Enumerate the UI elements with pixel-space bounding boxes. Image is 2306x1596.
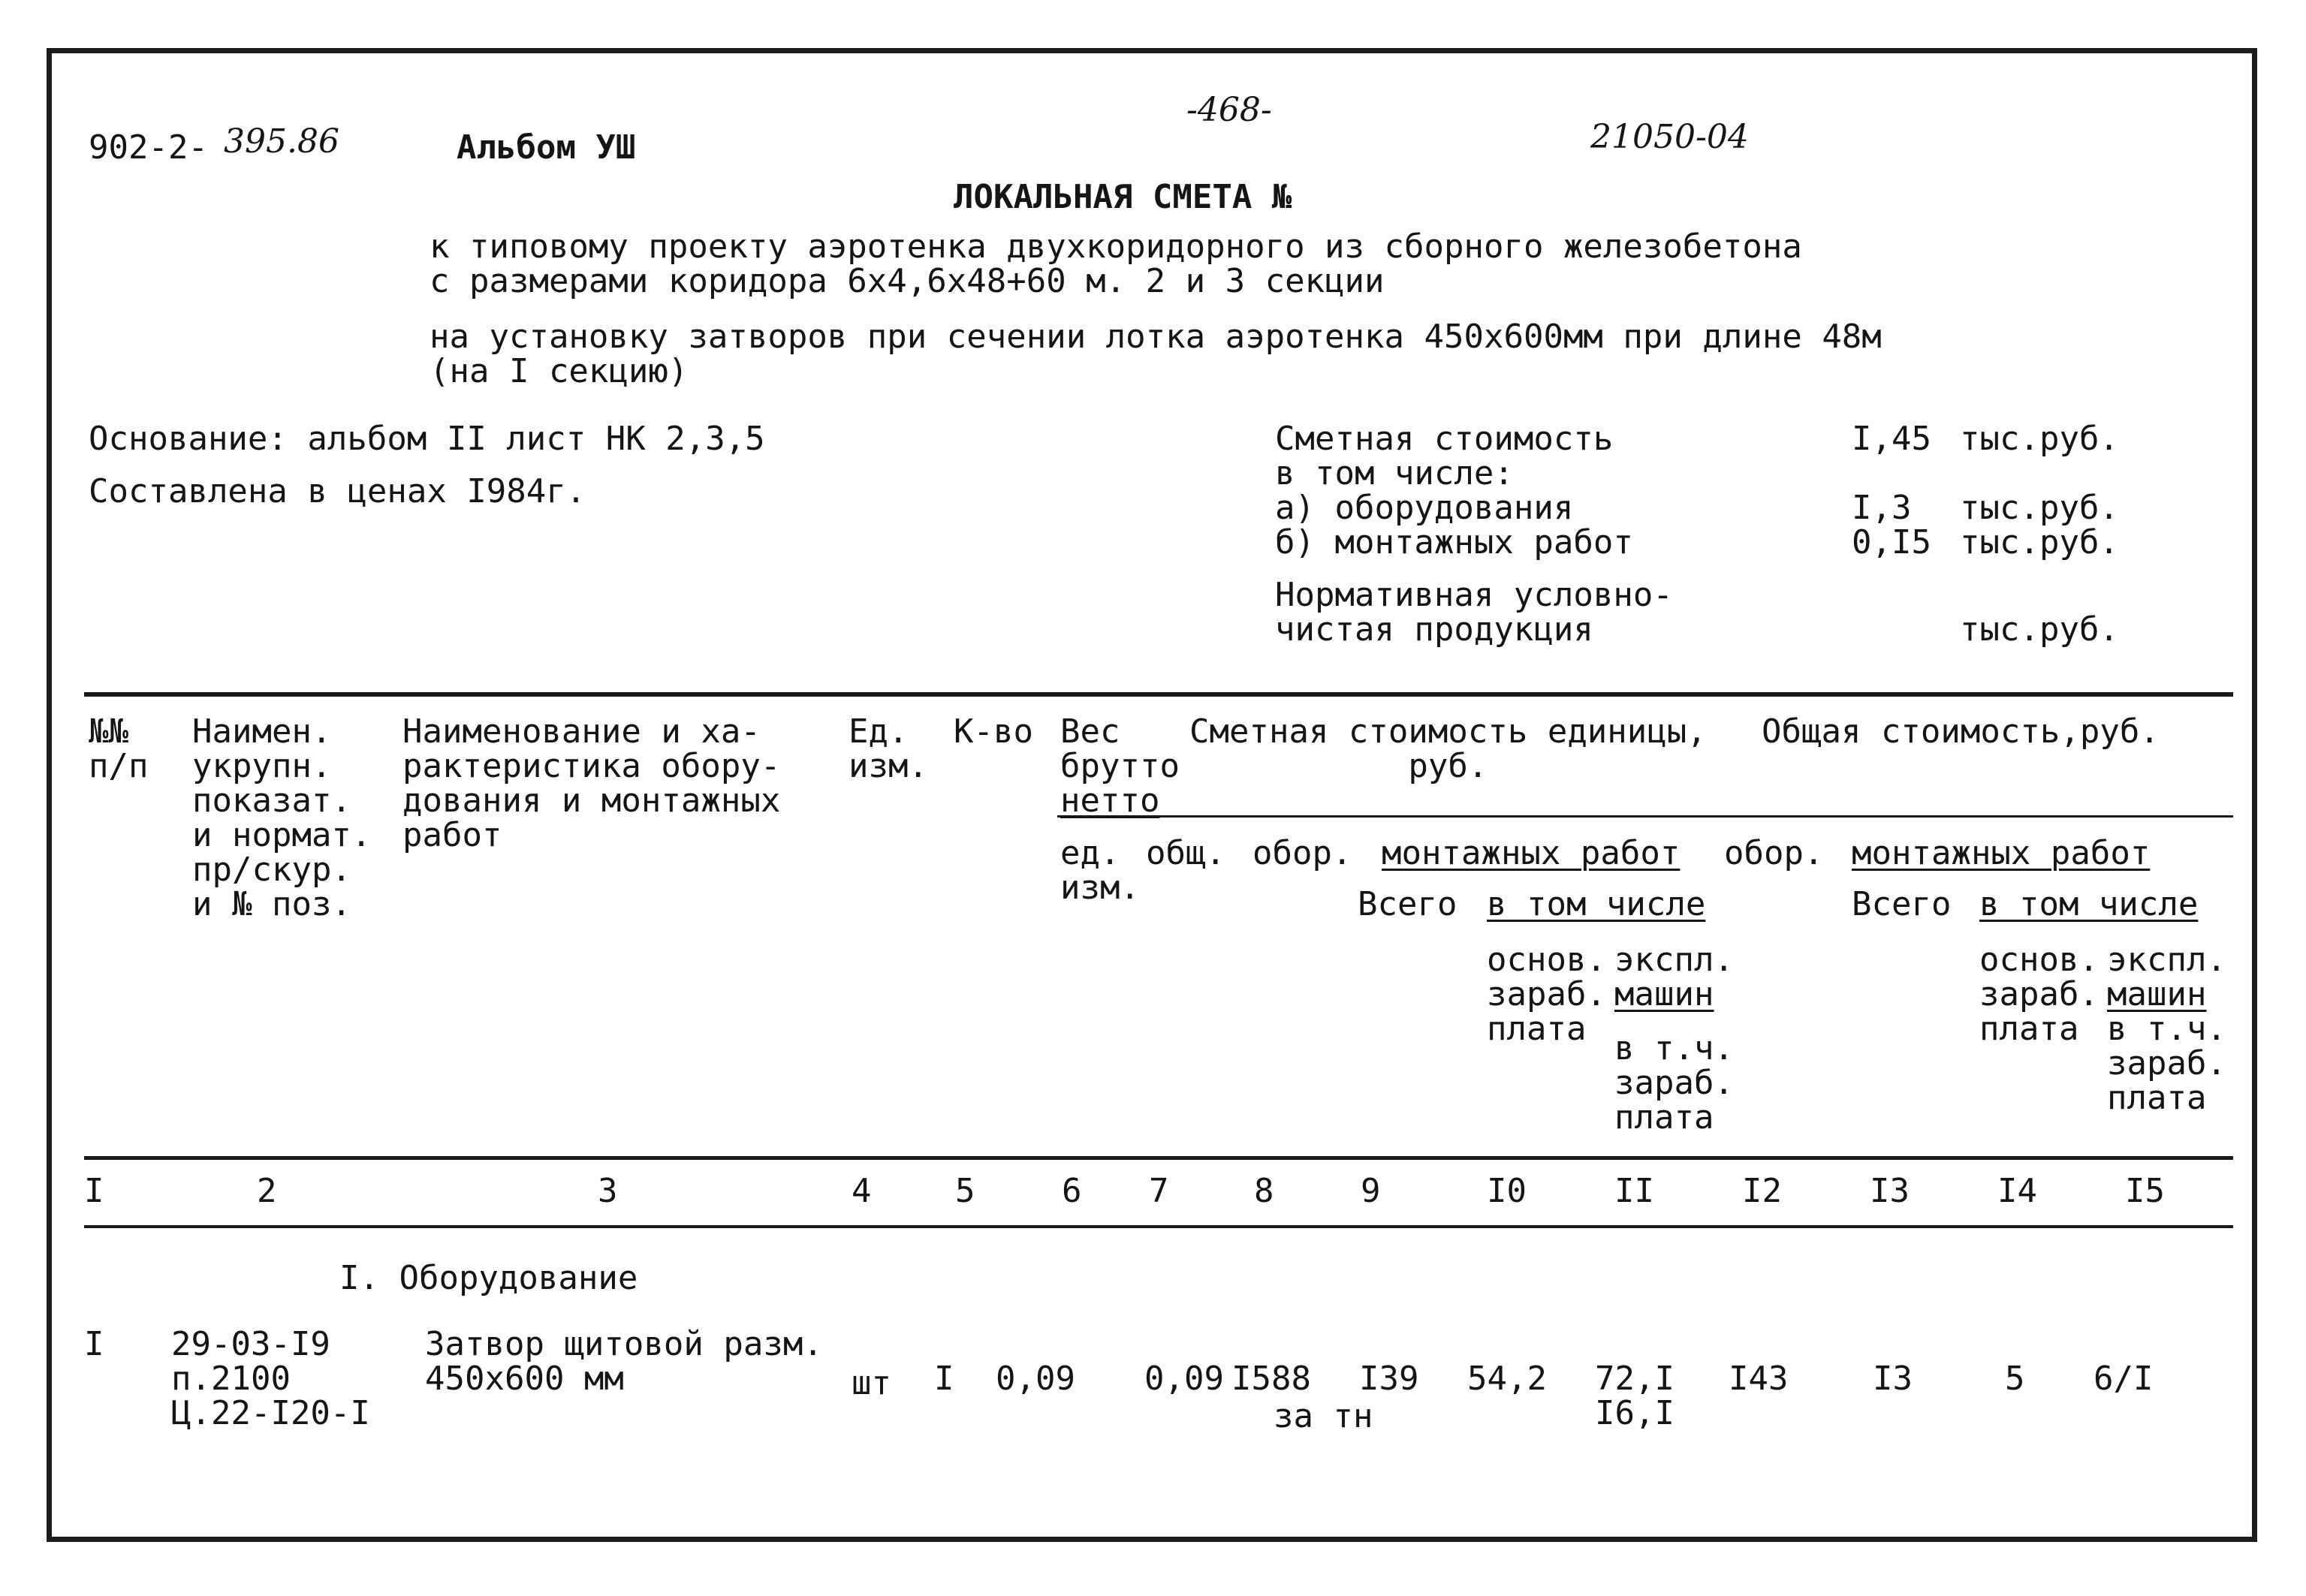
- column-number: 6: [1062, 1172, 1082, 1210]
- col-header-obor2: обор.: [1724, 834, 1824, 872]
- row-machine-pay: I6,I: [1595, 1394, 1674, 1432]
- including-label: в том числе:: [1275, 454, 1514, 492]
- column-number: 7: [1149, 1172, 1169, 1210]
- row-weight-total: 0,09: [1144, 1360, 1224, 1398]
- col-header-weight-netto: нетто: [1060, 781, 1160, 820]
- col-header-osnov: основ. зараб. плата: [1487, 941, 1606, 1048]
- column-number: 9: [1361, 1172, 1381, 1210]
- table-top-rule: [84, 692, 2233, 697]
- row-total-machine: 6/I: [2093, 1360, 2154, 1398]
- row-equipment-note: за тн: [1274, 1397, 1373, 1435]
- row-qty: I: [934, 1360, 954, 1398]
- page-number: -468-: [1186, 91, 1272, 129]
- col-header-vtomchisle: в том числе: [1487, 885, 1706, 923]
- section-title: I. Оборудование: [339, 1259, 638, 1297]
- column-numbers-rule: [84, 1225, 2233, 1228]
- row-name: Затвор щитовой разм. 450x600 мм: [425, 1325, 823, 1398]
- row-base-pay: 54,2: [1467, 1360, 1547, 1398]
- total-cost-value: I,45: [1852, 420, 1931, 458]
- equipment-label: а) оборудования: [1275, 489, 1574, 527]
- col-header-vtomchisle2: в том числе: [1979, 885, 2199, 923]
- row-equipment-cost: I588: [1231, 1360, 1311, 1398]
- col-header-qty: К-во: [954, 712, 1033, 751]
- basis-line1: Основание: альбом II лист НК 2,3,5: [89, 420, 765, 458]
- subtitle-line4: (на I секцию): [430, 352, 689, 390]
- total-cost-label: Сметная стоимость: [1275, 420, 1614, 458]
- header-bottom-rule: [84, 1156, 2233, 1160]
- normative-unit: тыс.руб.: [1960, 610, 2119, 649]
- col-header-ed-izm: ед. изм.: [1060, 834, 1140, 907]
- column-number: I3: [1870, 1172, 1910, 1210]
- sheet-code: 21050-04: [1590, 118, 1749, 156]
- row-number: I: [84, 1325, 104, 1363]
- col-header-obsch: общ.: [1146, 834, 1225, 872]
- subtitle-line2: с размерами коридора 6x4,6x48+60 м. 2 и 3 секции: [430, 262, 1385, 300]
- row-total-mount: I3: [1873, 1360, 1913, 1398]
- doc-code-handwritten: 395.86: [224, 122, 339, 161]
- col-header-number: №№ п/п: [89, 712, 149, 785]
- album-label: Альбом УШ: [457, 128, 636, 167]
- header-subrule-weight: [1057, 815, 2233, 818]
- row-total-base: 5: [2005, 1360, 2025, 1398]
- col-header-vsego: Всего: [1358, 885, 1457, 923]
- equipment-unit: тыс.руб.: [1960, 489, 2119, 527]
- column-number: I5: [2125, 1172, 2165, 1210]
- col-header-total-cost: Общая стоимость,руб.: [1762, 712, 2160, 751]
- column-number: I2: [1742, 1172, 1782, 1210]
- total-cost-unit: тыс.руб.: [1960, 420, 2119, 458]
- col-header-unit: Ед. изм.: [849, 712, 928, 785]
- col-header-vtch: в т.ч. зараб. плата: [1614, 1029, 1734, 1137]
- row-mount-total: I39: [1359, 1360, 1419, 1398]
- subtitle-line3: на установку затворов при сечении лотка аэротенка 450x600мм при длине 48м: [430, 318, 1882, 356]
- normative-label1: Нормативная условно-: [1275, 576, 1673, 614]
- column-number: 3: [598, 1172, 618, 1210]
- mounting-value: 0,I5: [1852, 523, 1931, 562]
- col-header-unit-cost: Сметная стоимость единицы, руб.: [1189, 712, 1707, 785]
- col-header-mashin2: машин: [2107, 975, 2207, 1013]
- column-number: 4: [852, 1172, 872, 1210]
- col-header-vsego2: Всего: [1852, 885, 1952, 923]
- row-machine: 72,I: [1595, 1360, 1674, 1398]
- row-total-equipment: I43: [1729, 1360, 1789, 1398]
- col-header-weight: Вес брутто: [1060, 712, 1180, 785]
- column-number: I4: [1997, 1172, 2037, 1210]
- column-number: I: [84, 1172, 104, 1210]
- mounting-label: б) монтажных работ: [1275, 523, 1633, 562]
- basis-line2: Составлена в ценах I984г.: [89, 472, 586, 510]
- col-header-osnov2: основ. зараб. плата: [1979, 941, 2099, 1048]
- column-number: 8: [1254, 1172, 1274, 1210]
- col-header-mont2: монтажных работ: [1852, 834, 2151, 872]
- row-unit: шт: [852, 1364, 891, 1402]
- subtitle-line1: к типовому проекту аэротенка двухкоридорного из сборного железобетона: [430, 227, 1802, 266]
- column-number: 5: [955, 1172, 975, 1210]
- column-number: I0: [1487, 1172, 1527, 1210]
- column-number: 2: [257, 1172, 277, 1210]
- doc-code-prefix: 902-2-: [89, 128, 208, 167]
- column-number: II: [1614, 1172, 1654, 1210]
- col-header-ekspl2: экспл.: [2107, 941, 2226, 979]
- row-weight-unit: 0,09: [996, 1360, 1075, 1398]
- document-title: ЛОКАЛЬНАЯ СМЕТА №: [954, 178, 1292, 216]
- equipment-value: I,3: [1852, 489, 1912, 527]
- col-header-name: Наименование и ха- рактеристика обору- дования и монтажных работ: [402, 712, 781, 854]
- normative-label2: чистая продукция: [1275, 610, 1593, 649]
- col-header-code: Наимен. укрупн. показат. и нормат. пр/скур. и № поз.: [192, 712, 372, 923]
- col-header-obor: обор.: [1252, 834, 1352, 872]
- col-header-ekspl: экспл.: [1614, 941, 1734, 979]
- col-header-mashin: машин: [1614, 975, 1714, 1013]
- col-header-mont: монтажных работ: [1382, 834, 1681, 872]
- row-code: 29-03-I9 п.2100 Ц.22-I20-I: [171, 1325, 370, 1432]
- col-header-vtch2: в т.ч. зараб. плата: [2107, 1010, 2226, 1117]
- mounting-unit: тыс.руб.: [1960, 523, 2119, 562]
